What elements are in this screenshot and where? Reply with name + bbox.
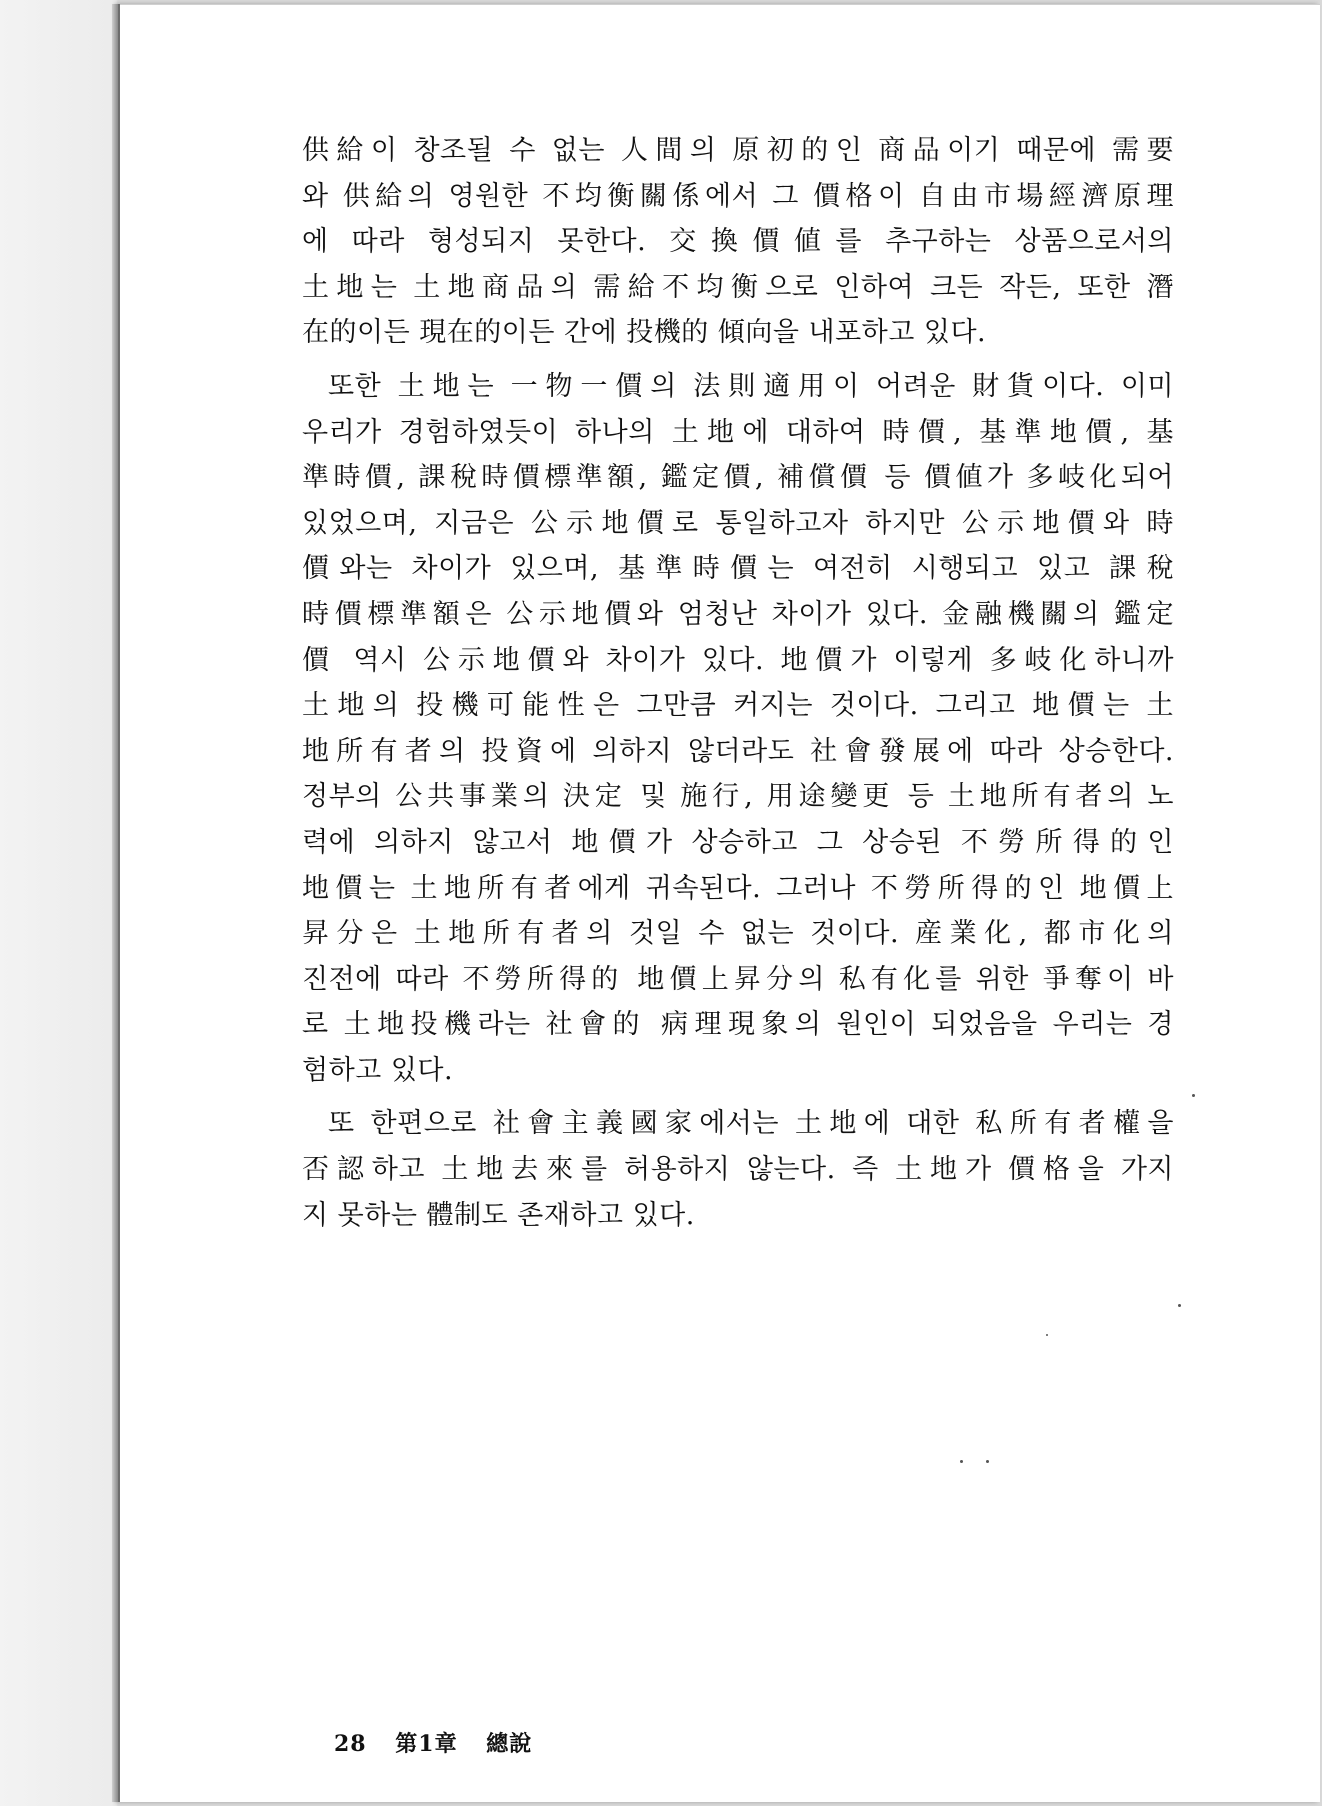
- scan-speck: [1192, 1094, 1195, 1097]
- text-line: 否認하고 土地去來를 허용하지 않는다. 즉 土地가 價格을 가지: [302, 1154, 1174, 1186]
- text-line: 정부의 公共事業의 決定 및 施行, 用途變更 등 土地所有者의 노: [302, 781, 1174, 813]
- chapter-label: 第1章: [395, 1731, 458, 1757]
- text-line: 準時價, 課稅時價標準額, 鑑定價, 補償價 등 價値가 多岐化되어: [302, 462, 1174, 494]
- text-line: 와 供給의 영원한 不均衡關係에서 그 價格이 自由市場經濟原理: [302, 180, 1174, 212]
- text-line: 價 역시 公示地價와 차이가 있다. 地價가 이렇게 多岐化하니까: [302, 644, 1174, 676]
- scan-speck: [986, 1460, 989, 1463]
- text-line: 또한 土地는 一物一價의 法則適用이 어려운 財貨이다. 이미: [328, 370, 1174, 402]
- text-line: 있었으며, 지금은 公示地價로 통일하고자 하지만 公示地價와 時: [302, 507, 1174, 539]
- scan-speck: [960, 1460, 963, 1463]
- chapter-title: 總說: [486, 1731, 533, 1757]
- text-line: 에 따라 형성되지 못한다. 交換價値를 추구하는 상품으로서의: [302, 226, 1174, 258]
- document-page: [118, 4, 1320, 1802]
- paragraph-2: [302, 364, 1174, 1094]
- text-line: 時價標準額은 公示地價와 엄청난 차이가 있다. 金融機關의 鑑定: [302, 598, 1174, 630]
- text-line: 험하고 있다.: [302, 1054, 454, 1086]
- text-line: 地價는 土地所有者에게 귀속된다. 그러나 不勞所得的인 地價上: [302, 872, 1174, 904]
- text-line: 在的이든 現在的이든 간에 投機的 傾向을 내포하고 있다.: [302, 317, 987, 349]
- scan-speck: [1046, 1334, 1048, 1336]
- scan-speck: [1178, 1304, 1181, 1307]
- text-line: 로 土地投機라는 社會的 病理現象의 원인이 되었음을 우리는 경: [302, 1009, 1174, 1041]
- text-line: 價와는 차이가 있으며, 基準時價는 여전히 시행되고 있고 課稅: [302, 553, 1174, 585]
- text-line: 또 한편으로 社會主義國家에서는 土地에 대한 私所有者權을: [328, 1108, 1174, 1140]
- text-line: 土地의 投機可能性은 그만큼 커지는 것이다. 그리고 地價는 土: [302, 690, 1174, 722]
- text-line: 지 못하는 體制도 존재하고 있다.: [302, 1199, 695, 1231]
- body-text: [302, 128, 1174, 1246]
- text-line: 진전에 따라 不勞所得的 地價上昇分의 私有化를 위한 爭奪이 바: [302, 963, 1174, 995]
- text-line: 昇分은 土地所有者의 것일 수 없는 것이다. 産業化, 都市化의: [302, 918, 1174, 950]
- paragraph-1: [302, 128, 1174, 356]
- text-line: 력에 의하지 않고서 地價가 상승하고 그 상승된 不勞所得的인: [302, 826, 1174, 858]
- text-line: 土地는 土地商品의 需給不均衡으로 인하여 크든 작든, 또한 潛: [302, 271, 1174, 303]
- paragraph-3: [302, 1101, 1174, 1238]
- page-number: 28: [334, 1731, 367, 1757]
- text-line: 우리가 경험하였듯이 하나의 土地에 대하여 時價, 基準地價, 基: [302, 416, 1174, 448]
- text-line: 地所有者의 投資에 의하지 않더라도 社會發展에 따라 상승한다.: [302, 735, 1174, 767]
- page-footer: [334, 1727, 552, 1758]
- text-line: 供給이 창조될 수 없는 人間의 原初的인 商品이기 때문에 需要: [302, 135, 1174, 166]
